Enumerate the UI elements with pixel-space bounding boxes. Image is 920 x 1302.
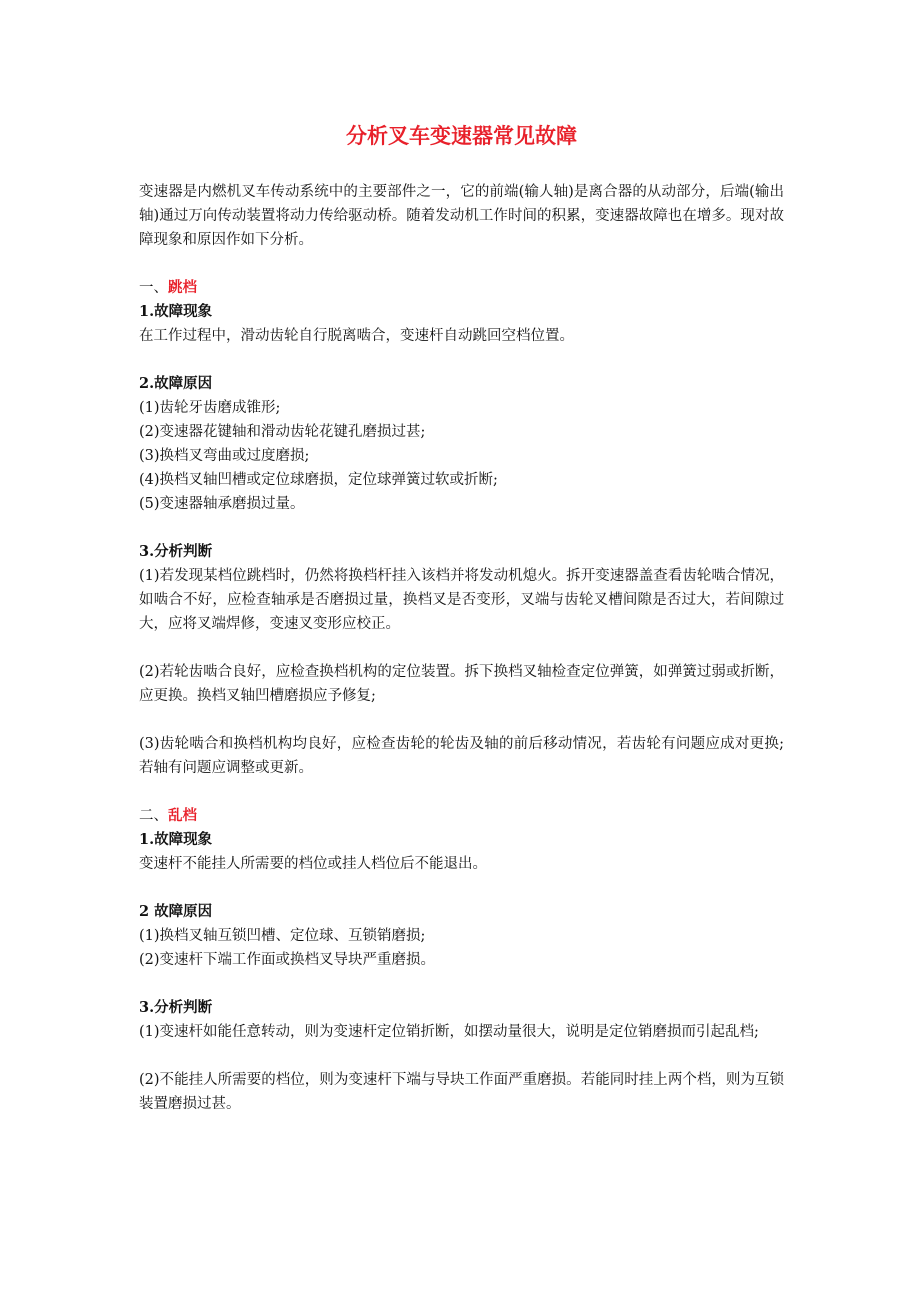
- cause-item: (1)齿轮牙齿磨成锥形;: [139, 400, 281, 416]
- spacer: [139, 252, 784, 276]
- cause-item: (2)变速杆下端工作面或换档叉导块严重磨损。: [139, 952, 436, 968]
- section-prefix: 二、: [139, 808, 168, 824]
- document-body: [139, 180, 784, 1116]
- analysis-paragraph: (3)齿轮啮合和换档机构均良好，应检查齿轮的轮齿及轴的前后移动情况，若齿轮有问题应成对更换;若轴有问题应调整或更新。: [139, 736, 784, 776]
- spacer: [139, 876, 784, 900]
- cause-heading: 2 故障原因: [139, 903, 213, 920]
- cause-item: (4)换档叉轴凹槽或定位球磨损，定位球弹簧过软或折断;: [139, 472, 498, 488]
- cause-item: (2)变速器花键轴和滑动齿轮花键孔磨损过甚;: [139, 424, 426, 440]
- symptom-heading: 1.故障现象: [139, 303, 213, 320]
- section-heading: [139, 804, 784, 828]
- section-name: 乱档: [168, 807, 197, 824]
- section-name: 跳档: [168, 279, 197, 296]
- symptom-text: 在工作过程中，滑动齿轮自行脱离啮合，变速杆自动跳回空档位置。: [139, 328, 574, 344]
- spacer: [139, 708, 784, 732]
- cause-heading: 2.故障原因: [139, 375, 213, 392]
- spacer: [139, 972, 784, 996]
- spacer: [139, 636, 784, 660]
- cause-item: (5)变速器轴承磨损过量。: [139, 496, 305, 512]
- spacer: [139, 780, 784, 804]
- symptom-text: 变速杆不能挂人所需要的档位或挂人档位后不能退出。: [139, 856, 487, 872]
- analysis-paragraph: (2)若轮齿啮合良好，应检查换档机构的定位装置。拆下换档叉轴检查定位弹簧，如弹簧过弱或折断，应更换。换档叉轴凹槽磨损应予修复;: [139, 664, 784, 704]
- analysis-heading: 3.分析判断: [139, 543, 213, 560]
- section-heading: [139, 276, 784, 300]
- analysis-paragraph: (1)变速杆如能任意转动，则为变速杆定位销折断，如摆动量很大，说明是定位销磨损而引起乱档;: [139, 1024, 759, 1040]
- document-title: 分析叉车变速器常见故障: [346, 123, 577, 148]
- spacer: [139, 1044, 784, 1068]
- cause-item: (3)换档叉弯曲或过度磨损;: [139, 448, 310, 464]
- symptom-heading: 1.故障现象: [139, 831, 213, 848]
- spacer: [139, 348, 784, 372]
- spacer: [139, 516, 784, 540]
- section-random-gear: [139, 804, 784, 1116]
- intro-paragraph: 变速器是内燃机叉车传动系统中的主要部件之一，它的前端(输人轴)是离合器的从动部分，后端(输出轴)通过万向传动装置将动力传给驱动桥。随着发动机工作时间的积累，变速器故障也在增多。现对故障现象和原因作如下分析。: [139, 184, 784, 248]
- cause-item: (1)换档叉轴互锁凹槽、定位球、互锁销磨损;: [139, 928, 426, 944]
- section-prefix: 一、: [139, 280, 168, 296]
- analysis-heading: 3.分析判断: [139, 999, 213, 1016]
- analysis-paragraph: (1)若发现某档位跳档时，仍然将换档杆挂入该档并将发动机熄火。拆开变速器盖查看齿轮啮合情况，如啮合不好，应检查轴承是否磨损过量，换档叉是否变形，叉端与齿轮叉槽间隙是否过大，若间隙过大，应将叉端焊修，变速叉变形应校正。: [139, 568, 784, 632]
- section-jump-gear: [139, 276, 784, 780]
- analysis-paragraph: (2)不能挂人所需要的档位，则为变速杆下端与导块工作面严重磨损。若能同时挂上两个档，则为互锁装置磨损过甚。: [139, 1072, 784, 1112]
